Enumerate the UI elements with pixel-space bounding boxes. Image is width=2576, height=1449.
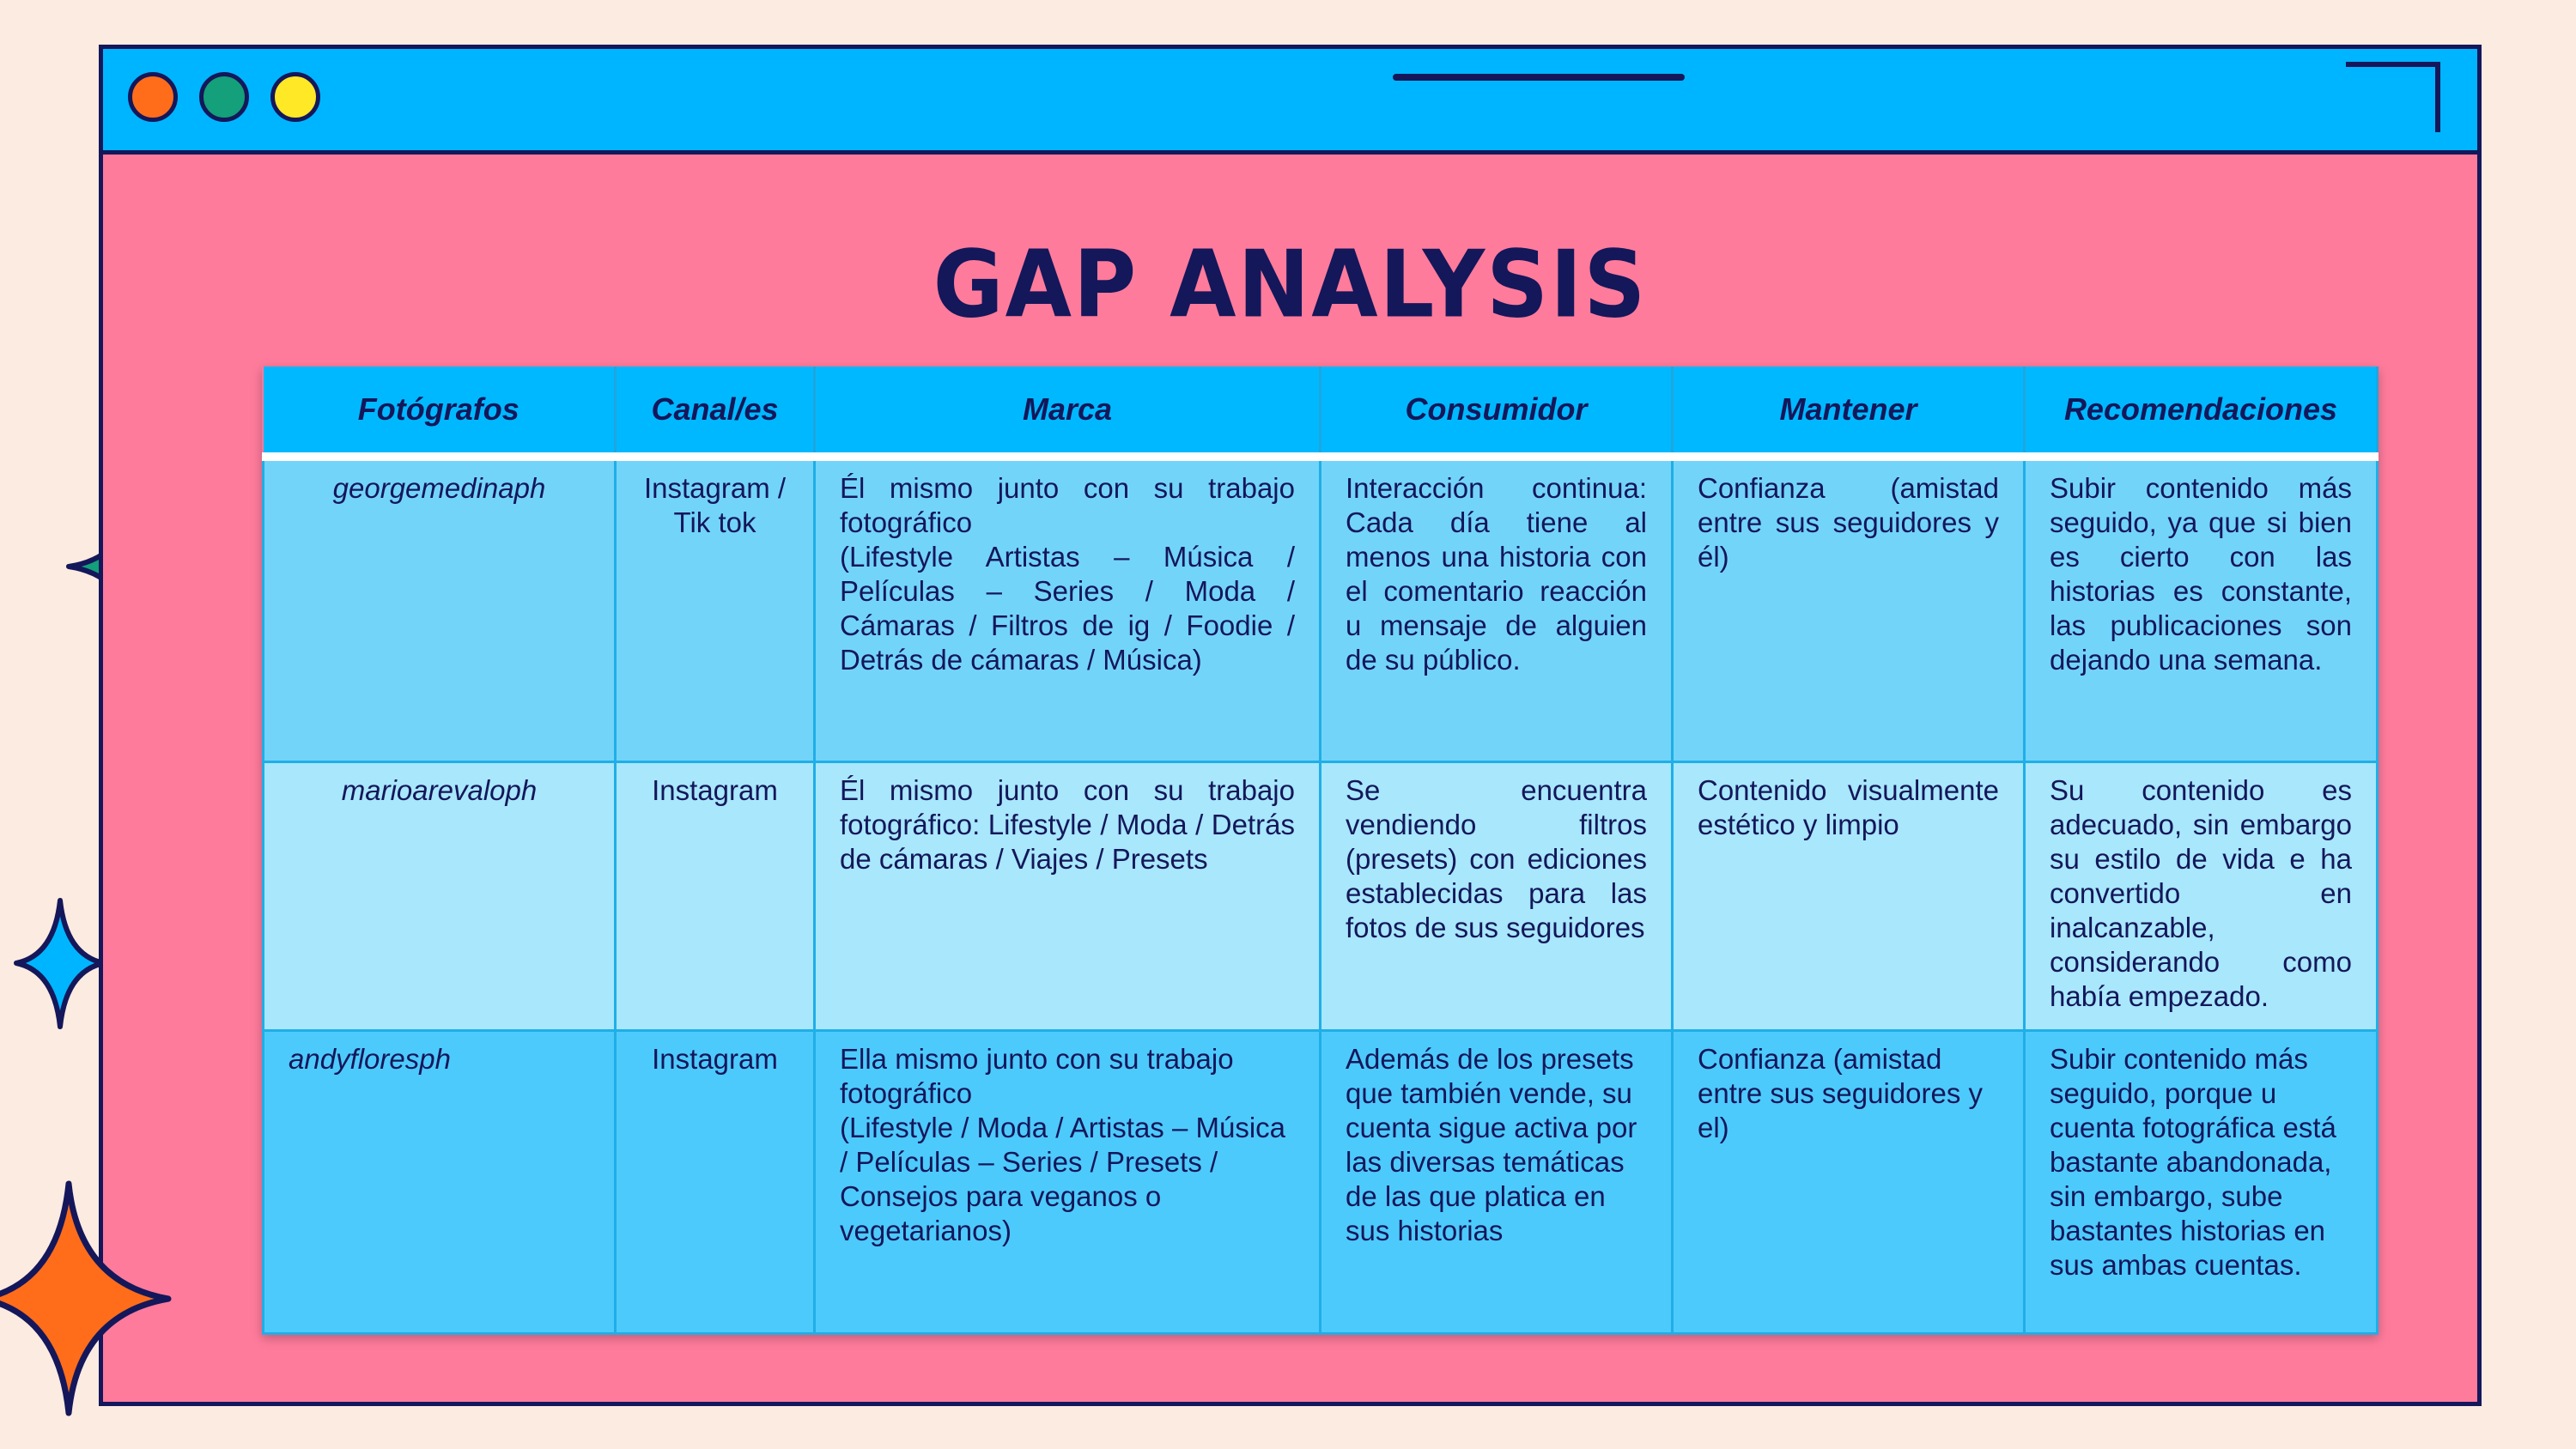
header-mantener: Mantener	[1673, 367, 2025, 457]
cell-fotografo: marioarevaloph	[264, 762, 616, 1031]
corner-bracket-icon	[2346, 62, 2440, 132]
maximize-dot-icon[interactable]	[270, 72, 320, 122]
table-header-row	[264, 367, 2378, 457]
cell-recomendaciones: Subir contenido más seguido, ya que si bien es cierto con las historias es constante, las publicaciones son dejando una semana.	[2025, 457, 2378, 762]
header-fotografos: Fotógrafos	[264, 367, 616, 457]
table-row	[264, 1031, 2378, 1334]
header-consumidor: Consumidor	[1321, 367, 1673, 457]
cell-consumidor: Se encuentra vendiendo filtros (presets) con ediciones establecidas para las fotos de sus seguidores	[1321, 762, 1673, 1031]
table-row	[264, 457, 2378, 762]
cell-fotografo: georgemedinaph	[264, 457, 616, 762]
cell-recomendaciones: Subir contenido más seguido, porque u cuenta fotográfica está bastante abandonada, sin embargo, sube bastantes historias en sus ambas cuentas.	[2025, 1031, 2378, 1334]
cell-marca: Él mismo junto con su trabajo fotográfico (Lifestyle Artistas – Música / Películas – Series / Moda / Cámaras / Filtros de ig / Foodie / Detrás de cámaras / Música)	[815, 457, 1321, 762]
cell-consumidor: Además de los presets que también vende, su cuenta sigue activa por las diversas temáticas de las que platica en sus historias	[1321, 1031, 1673, 1334]
cell-consumidor: Interacción continua: Cada día tiene al menos una historia con el comentario reacción u mensaje de alguien de su público.	[1321, 457, 1673, 762]
table-row	[264, 762, 2378, 1031]
header-marca: Marca	[815, 367, 1321, 457]
large-orange-star-icon	[0, 1180, 172, 1416]
cell-fotografo: andyfloresph	[264, 1031, 616, 1334]
cell-canal: Instagram	[616, 1031, 815, 1334]
blue-star-icon	[13, 897, 107, 1030]
minimize-dot-icon[interactable]	[199, 72, 249, 122]
cell-marca: Él mismo junto con su trabajo fotográfico: Lifestyle / Moda / Detrás de cámaras / Viajes / Presets	[815, 762, 1321, 1031]
cell-mantener: Contenido visualmente estético y limpio	[1673, 762, 2025, 1031]
cell-recomendaciones: Su contenido es adecuado, sin embargo su estilo de vida e ha convertido en inalcanzable, considerando como había empezado.	[2025, 762, 2378, 1031]
page-title: GAP ANALYSIS	[933, 230, 1648, 339]
header-canales: Canal/es	[616, 367, 815, 457]
header-recomendaciones: Recomendaciones	[2025, 367, 2378, 457]
cell-mantener: Confianza (amistad entre sus seguidores y él)	[1673, 457, 2025, 762]
cell-canal: Instagram	[616, 762, 815, 1031]
titlebar-line	[1393, 74, 1685, 81]
cell-marca: Ella mismo junto con su trabajo fotográfico (Lifestyle / Moda / Artistas – Música / Películas – Series / Presets / Consejos para veganos o vegetarianos)	[815, 1031, 1321, 1334]
window-titlebar	[103, 49, 2477, 155]
cell-mantener: Confianza (amistad entre sus seguidores y el)	[1673, 1031, 2025, 1334]
close-dot-icon[interactable]	[128, 72, 178, 122]
gap-analysis-table	[262, 367, 2379, 1335]
cell-canal: Instagram / Tik tok	[616, 457, 815, 762]
